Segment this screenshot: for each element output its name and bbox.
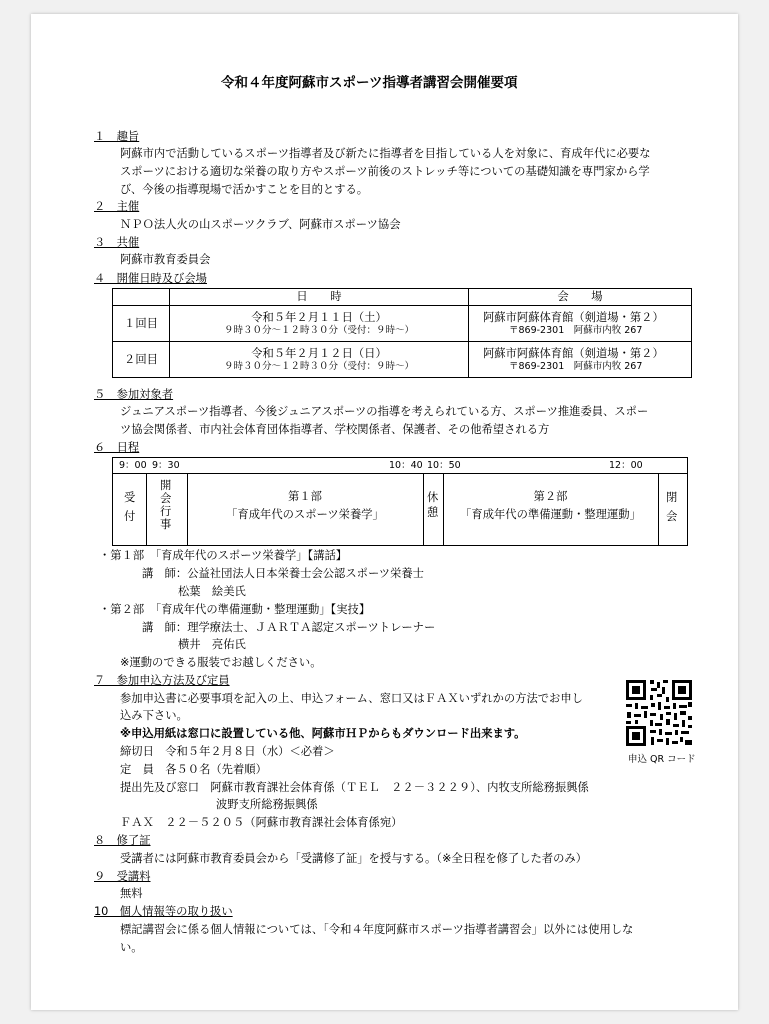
section-2-heading: ２ 主催 (94, 200, 140, 213)
part1-lecturer-name: 松葉 絵美氏 (178, 585, 246, 598)
part1-lecturer: 講 師：公益社団法人日本栄養士会公認スポーツ栄養士 (142, 567, 424, 580)
document-page (31, 14, 738, 1010)
section-8-heading: ８ 修了証 (94, 834, 151, 847)
cell-heikai-1: 閉 (666, 491, 678, 504)
time-1040: 10：40 (389, 460, 423, 471)
cell-kaikai-1: 開 (160, 479, 172, 492)
cell-uketsuke-1: 受 (124, 491, 136, 504)
section-9-body: 無料 (120, 887, 143, 900)
application-qr-code[interactable] (624, 678, 694, 748)
row-address: 〒869-2301 阿蘇市内牧 267 (509, 324, 643, 336)
section-7-line: 参加申込書に必要事項を記入の上、申込フォーム、窓口又はＦＡＸいずれかの方法でお申し (120, 692, 583, 705)
page-title: 令和４年度阿蘇市スポーツ指導者講習会開催要項 (221, 75, 518, 91)
section-3-heading: ３ 共催 (94, 236, 140, 249)
section-2-body: ＮＰＯ法人火の山スポーツクラブ、阿蘇市スポーツ協会 (120, 218, 401, 231)
capacity: 定 員 各５０名（先着順） (120, 763, 267, 776)
part1-note-title: ・第１部 「育成年代のスポーツ栄養学」【講話】 (99, 549, 348, 562)
cell-heikai-2: 会 (666, 510, 678, 523)
cell-kyukei-1: 休 (427, 491, 439, 504)
submission-office-2: 波野支所総務振興係 (216, 798, 318, 811)
time-900: 9：00 (119, 460, 147, 471)
cell-uketsuke-2: 付 (124, 510, 136, 523)
time-1200: 12：00 (609, 460, 643, 471)
cell-kaikai-4: 事 (160, 518, 172, 531)
row-venue: 阿蘇市阿蘇体育館（剣道場・第２） (483, 346, 664, 360)
row-venue: 阿蘇市阿蘇体育館（剣道場・第２） (483, 310, 664, 324)
row-date: 令和５年２月１２日（日） (251, 346, 387, 360)
clothing-note: ※運動のできる服装でお越しください。 (120, 656, 322, 669)
part1-title: 第１部 (288, 490, 322, 503)
table-row (113, 342, 692, 378)
row-label: ２回目 (113, 342, 170, 378)
deadline: 締切日 令和５年２月８日（水）＜必着＞ (120, 745, 335, 758)
section-1-heading: １ 趣旨 (94, 130, 140, 143)
cell-kyukei-2: 憩 (427, 506, 439, 519)
section-5-line: ジュニアスポーツ指導者、今後ジュニアスポーツの指導を考えられている方、スポーツ推進委員、スポー (120, 405, 649, 418)
section-1-line: び、今後の指導現場で活かすことを目的とする。 (120, 183, 369, 196)
time-1050: 10：50 (427, 460, 461, 471)
part2-title: 第２部 (533, 490, 568, 503)
cell-kaikai-2: 会 (160, 492, 172, 505)
fax: ＦＡＸ ２２－５２０５（阿蘇市教育課社会体育係宛） (120, 816, 403, 829)
qr-label: 申込 QR コード (628, 754, 696, 765)
section-10-heading: 10 個人情報等の取り扱い (94, 905, 233, 918)
section-1-line: スポーツにおける適切な栄養の取り方やスポーツ前後のストレッチ等についての基礎知識を専門家から学 (120, 165, 650, 178)
time-930: 9：30 (152, 460, 180, 471)
schedule-table (112, 457, 688, 546)
section-10-line: 標記講習会に係る個人情報については、「令和４年度阿蘇市スポーツ指導者講習会」以外には使用しな (120, 923, 634, 936)
row-address: 〒869-2301 阿蘇市内牧 267 (509, 360, 643, 372)
venue-table-header-date: 日 時 (170, 289, 469, 306)
row-time: ９時３０分～１２時３０分（受付：９時～） (223, 324, 414, 336)
section-4-heading: ４ 開催日時及び会場 (94, 272, 207, 285)
section-3-body: 阿蘇市教育委員会 (120, 253, 211, 266)
section-5-line: ツ協会関係者、市内社会体育団体指導者、学校関係者、保護者、その他希望される方 (120, 423, 550, 436)
part2-subtitle: 「育成年代の準備運動・整理運動」 (460, 508, 641, 521)
cell-kaikai-3: 行 (160, 505, 172, 518)
row-time: ９時３０分～１２時３０分（受付：９時～） (223, 360, 414, 372)
row-label: １回目 (113, 306, 170, 342)
section-10-line: い。 (120, 941, 143, 954)
section-6-heading: ６ 日程 (94, 441, 140, 454)
venue-table (112, 288, 692, 378)
part2-lecturer-name: 横井 亮佑氏 (178, 638, 246, 651)
section-1-line: 阿蘇市内で活動しているスポーツ指導者及び新たに指導者を目指している人を対象に、育成年代に必要な (120, 147, 651, 160)
venue-table-header-venue: 会 場 (469, 289, 692, 306)
section-5-heading: ５ 参加対象者 (94, 388, 174, 401)
part2-note-title: ・第２部 「育成年代の準備運動・整理運動」【実技】 (99, 603, 371, 616)
part2-lecturer: 講 師：理学療法士、ＪＡＲＴＡ認定スポーツトレーナー (142, 621, 436, 634)
table-row (113, 306, 692, 342)
section-8-body: 受講者には阿蘇市教育委員会から「受講修了証」を授与する。（※全日程を修了した者のみ） (120, 852, 587, 865)
section-9-heading: ９ 受講料 (94, 870, 151, 883)
submission-office: 提出先及び窓口 阿蘇市教育課社会体育係（ＴＥＬ ２２－３２２９）、内牧支所総務振興係 (120, 781, 589, 794)
row-date: 令和５年２月１１日（土） (251, 310, 387, 324)
section-7-line: 込み下さい。 (120, 709, 188, 722)
download-note: ※申込用紙は窓口に設置している他、阿蘇市ＨＰからもダウンロード出来ます。 (120, 727, 526, 740)
section-7-heading: ７ 参加申込方法及び定員 (94, 674, 230, 687)
part1-subtitle: 「育成年代のスポーツ栄養学」 (226, 508, 384, 521)
